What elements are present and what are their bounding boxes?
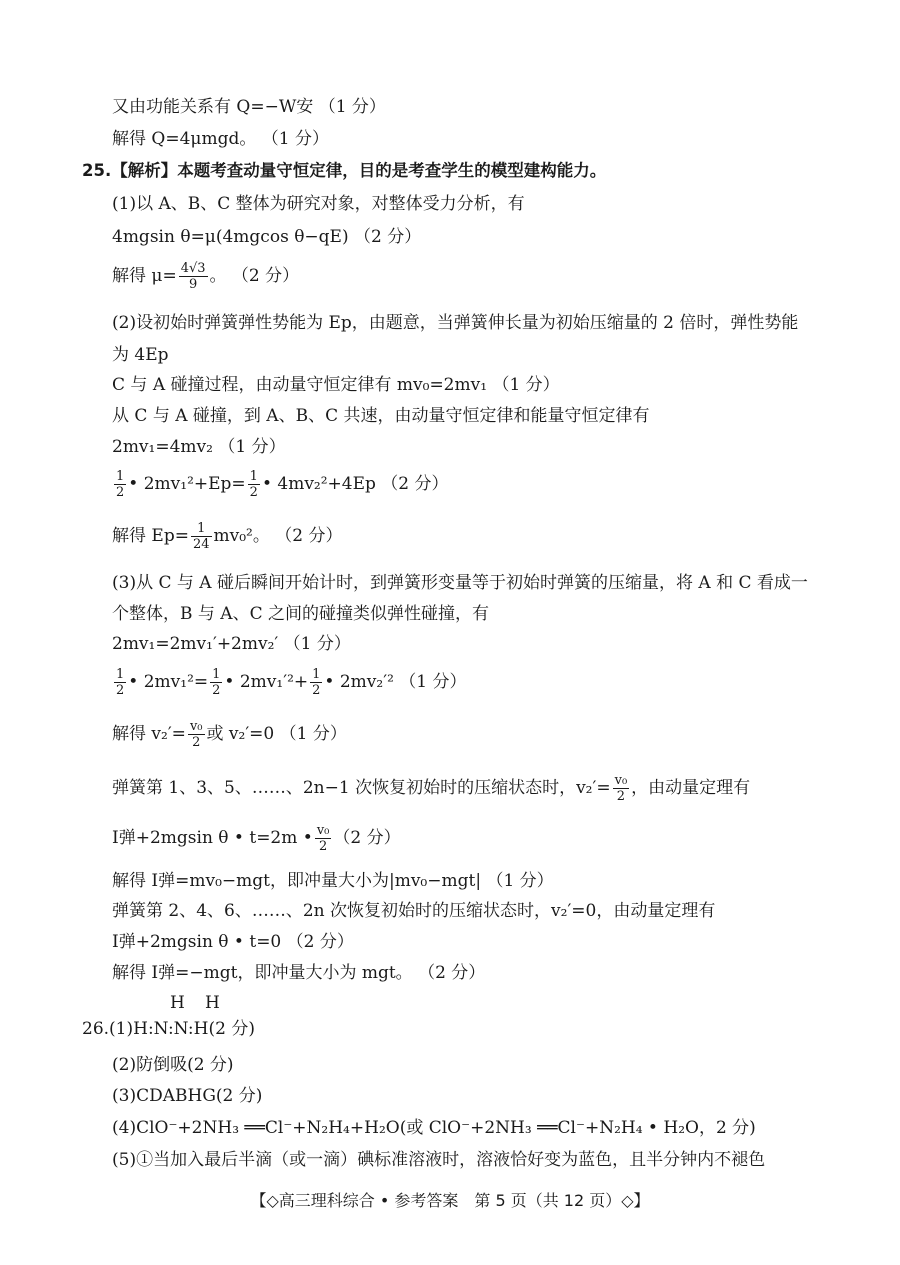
denominator: 2 xyxy=(318,839,328,854)
line-17: (3)从 C 与 A 碰后瞬间开始计时，到弹簧形变量等于初始时弹簧的压缩量，将 A 和 C 看成一 xyxy=(112,573,808,593)
numerator: v₀ xyxy=(614,773,628,788)
denominator: 2 xyxy=(192,735,201,750)
numerator: 1 xyxy=(249,469,258,484)
fraction xyxy=(191,521,212,552)
electron-h-top-2: H xyxy=(205,993,220,1013)
numerator: v₀ xyxy=(316,823,330,838)
denominator: 2 xyxy=(249,485,258,500)
fraction xyxy=(248,469,260,500)
line-impulse xyxy=(112,820,401,856)
denominator: 2 xyxy=(312,683,321,698)
text: • 4mv₂²+4Ep （2 分） xyxy=(261,474,449,494)
line-9: 为 4Ep xyxy=(112,345,169,365)
text: I弹+2mgsin θ • t=2m • xyxy=(112,828,313,848)
line-26-1: 26.(1)H:N:N:H(2 分) xyxy=(82,1019,255,1039)
numerator: 1 xyxy=(116,667,125,682)
text: • 2mv₂′² （1 分） xyxy=(324,672,467,692)
fraction xyxy=(114,469,126,500)
line-18: 个整体，B 与 A、C 之间的碰撞类似弹性碰撞，有 xyxy=(112,604,489,624)
text: 。 （2 分） xyxy=(209,266,300,286)
denominator: 24 xyxy=(192,537,210,552)
text: 弹簧第 1、3、5、……、2n−1 次恢复初始时的压缩状态时，v₂′= xyxy=(112,778,611,798)
fraction xyxy=(188,719,205,750)
text: mv₀²。 （2 分） xyxy=(213,526,343,546)
line-12: 2mv₁=4mv₂ （1 分） xyxy=(112,437,286,457)
line-1: 又由功能关系有 Q=−W安 （1 分） xyxy=(112,97,386,117)
electron-h-top-1: H xyxy=(170,993,185,1013)
line-2: 解得 Q=4μmgd。 （1 分） xyxy=(112,129,329,149)
line-30: 弹簧第 2、4、6、……、2n 次恢复初始时的压缩状态时，v₂′=0，由动量定理有 xyxy=(112,901,716,921)
fraction xyxy=(179,261,208,292)
line-29: 解得 I弹=mv₀−mgt，即冲量大小为|mv₀−mgt| （1 分） xyxy=(112,871,554,891)
line-37: (5)①当加入最后半滴（或一滴）碘标准溶液时，溶液恰好变为蓝色，且半分钟内不褪色 xyxy=(112,1150,766,1170)
numerator: 1 xyxy=(116,469,125,484)
line-11: 从 C 与 A 碰撞，到 A、B、C 共速，由动量守恒定律和能量守恒定律有 xyxy=(112,406,650,426)
line-34: (2)防倒吸(2 分) xyxy=(112,1055,234,1075)
line-31: I弹+2mgsin θ • t=0 （2 分） xyxy=(112,932,354,952)
line-ep xyxy=(112,518,342,554)
numerator: 1 xyxy=(312,667,321,682)
line-4: (1)以 A、B、C 整体为研究对象，对整体受力分析，有 xyxy=(112,194,525,214)
line-32: 解得 I弹=−mgt，即冲量大小为 mgt。 （2 分） xyxy=(112,963,486,983)
text: • 2mv₁²= xyxy=(128,672,209,692)
denominator: 2 xyxy=(212,683,221,698)
text: 解得 v₂′= xyxy=(112,724,186,744)
numerator: 1 xyxy=(191,521,212,537)
line-v2 xyxy=(112,716,347,752)
denominator: 2 xyxy=(616,789,626,804)
line-elastic xyxy=(112,664,467,700)
fraction xyxy=(210,667,222,698)
numerator: v₀ xyxy=(189,719,203,734)
text: • 2mv₁′²+ xyxy=(224,672,309,692)
page-footer: 【◇高三理科综合 • 参考答案 第 5 页（共 12 页）◇】 xyxy=(250,1191,650,1210)
text: ，由动量定理有 xyxy=(631,778,751,798)
text: 解得 Ep= xyxy=(112,526,189,546)
fraction xyxy=(114,667,126,698)
denominator: 9 xyxy=(188,277,198,292)
section-25-heading: 25.【解析】本题考查动量守恒定律，目的是考查学生的模型建构能力。 xyxy=(82,161,607,180)
text: • 2mv₁²+Ep= xyxy=(128,474,246,494)
line-odd xyxy=(112,770,750,806)
fraction xyxy=(310,667,322,698)
text: 或 v₂′=0 （1 分） xyxy=(206,724,347,744)
text: 解得 μ= xyxy=(112,266,177,286)
line-19: 2mv₁=2mv₁′+2mv₂′ （1 分） xyxy=(112,634,351,654)
line-36: (4)ClO⁻+2NH₃ ══Cl⁻+N₂H₄+H₂O(或 ClO⁻+2NH₃ ══Cl⁻+N₂H₄ • H₂O，2 分) xyxy=(112,1118,756,1138)
fraction xyxy=(613,773,630,804)
line-35: (3)CDABHG(2 分) xyxy=(112,1086,263,1106)
fraction xyxy=(315,823,332,854)
denominator: 2 xyxy=(116,683,125,698)
text: （2 分） xyxy=(333,828,401,848)
numerator: 4√3 xyxy=(180,261,206,276)
line-energy xyxy=(112,466,449,502)
denominator: 2 xyxy=(116,485,125,500)
numerator: 1 xyxy=(212,667,221,682)
line-5: 4mgsin θ=μ(4mgcos θ−qE) （2 分） xyxy=(112,227,422,247)
line-10: C 与 A 碰撞过程，由动量守恒定律有 mv₀=2mv₁ （1 分） xyxy=(112,375,560,395)
line-mu xyxy=(112,258,299,294)
line-8: (2)设初始时弹簧弹性势能为 Ep，由题意，当弹簧伸长量为初始压缩量的 2 倍时，弹性势能 xyxy=(112,313,799,333)
